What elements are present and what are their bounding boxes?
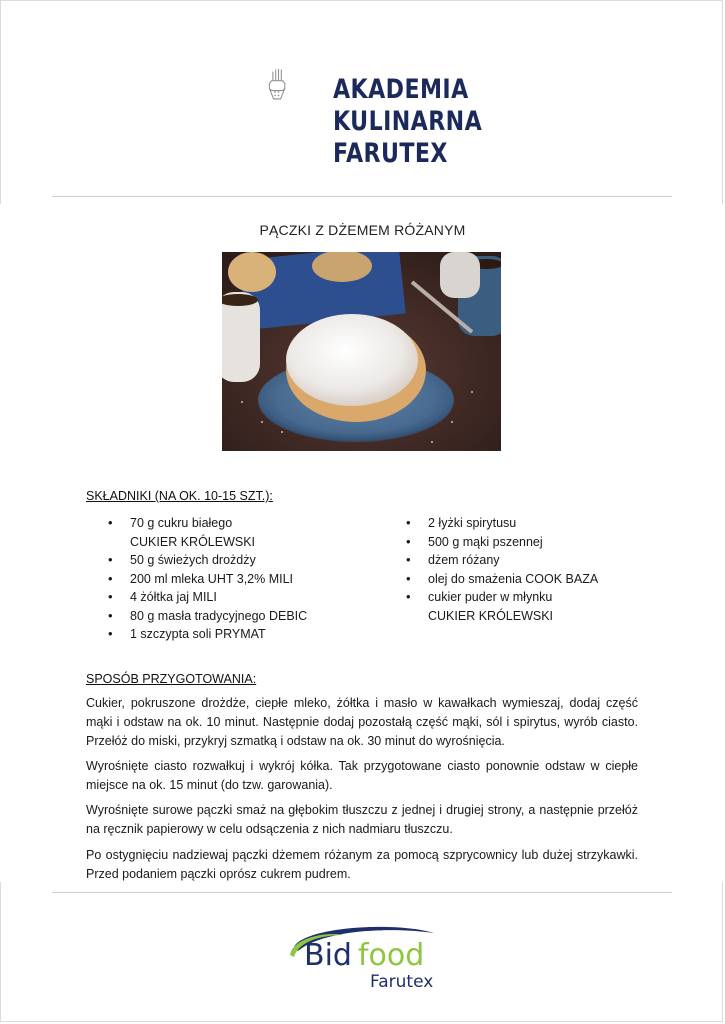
bidfood-word-left: Bid <box>304 938 352 973</box>
ingredient-item: • 2 łyżki spirytusu <box>406 514 598 533</box>
ingredient-item: • 80 g masła tradycyjnego DEBIC <box>108 607 307 626</box>
ingredient-item: • 50 g świeżych drożdży <box>108 551 307 570</box>
footer-divider <box>52 892 672 893</box>
donut-photo <box>222 252 501 451</box>
bidfood-farutex-logo <box>284 921 449 993</box>
ingredient-item: • 200 ml mleka UHT 3,2% MILI <box>108 570 307 589</box>
ingredients-list-right <box>406 514 598 625</box>
method-heading: SPOSÓB PRZYGOTOWANIA: <box>86 672 257 686</box>
bidfood-word-right: food <box>358 938 425 973</box>
ingredients-heading: SKŁADNIKI (NA OK. 10-15 SZT.): <box>86 489 273 503</box>
ingredient-item: • 70 g cukru białego CUKIER KRÓLEWSKI <box>108 514 307 551</box>
brand-name-line-3: FARUTEX <box>333 138 448 169</box>
ingredient-item: • olej do smażenia COOK BAZA <box>406 570 598 589</box>
ingredient-item: • 500 g mąki pszennej <box>406 533 598 552</box>
ingredient-item: • 4 żółtka jaj MILI <box>108 588 307 607</box>
recipe-title: PĄCZKI Z DŻEMEM RÓŻANYM <box>259 222 466 238</box>
header-divider <box>52 196 672 197</box>
ingredients-list-left <box>108 514 307 644</box>
method-paragraph-3: Wyrośnięte surowe pączki smaż na głębokim tłuszczu z jednej i drugiej strony, a następnie przełóż na ręcznik papierowy w celu odsączenia z nich nadmiaru tłuszczu. <box>86 803 638 836</box>
brand-name-line-1: AKADEMIA <box>333 74 469 105</box>
chef-hand-logo-icon <box>268 42 338 137</box>
method-paragraph-2: Wyrośnięte ciasto rozwałkuj i wykrój kółka. Tak przygotowane ciasto ponownie odstaw w ciepłe miejsce na ok. 15 minut (do tzw. garowania). <box>86 759 638 792</box>
brand-name-line-2: KULINARNA <box>333 106 483 137</box>
farutex-sub: Farutex <box>370 972 434 992</box>
method-paragraph-4: Po ostygnięciu nadziewaj pączki dżemem różanym za pomocą szprycownicy lub dużej strzykawki. Przed podaniem pączki oprósz cukrem pudrem. <box>86 848 638 881</box>
ingredient-item: • 1 szczypta soli PRYMAT <box>108 625 307 644</box>
ingredient-item: • dżem różany <box>406 551 598 570</box>
method-paragraph-1: Cukier, pokruszone drożdże, ciepłe mleko, żółtka i masło w kawałkach wymieszaj, dodaj część mąki i odstaw na ok. 10 minut. Następnie dodaj pozostałą część mąki, sól i spirytus, wyrób ciasto. Przełóż do miski, przykryj szmatką i odstaw na ok. 30 minut do wyrośnięcia. <box>86 696 638 748</box>
ingredient-item: • cukier puder w młynku CUKIER KRÓLEWSKI <box>406 588 598 625</box>
